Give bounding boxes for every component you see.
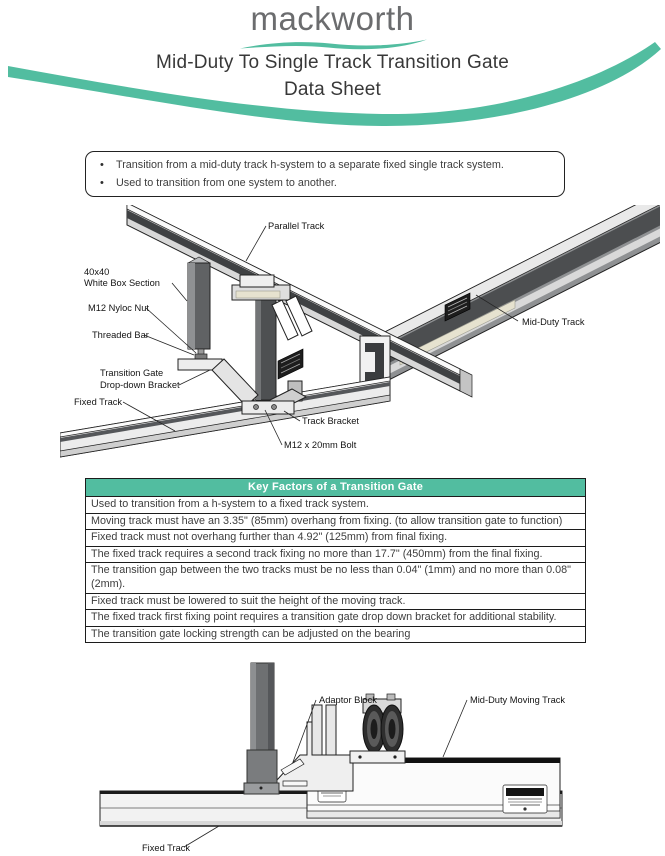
page-title-line2: Data Sheet — [283, 79, 382, 100]
bullet-item — [100, 175, 554, 193]
bullet-text: Used to transition from one system to another. — [116, 176, 337, 189]
table-header: Key Factors of a Transition Gate — [86, 479, 585, 497]
label-track-bracket: Track Bracket — [302, 416, 359, 426]
bullet-icon: • — [100, 159, 104, 171]
label-adaptor-block: Adaptor Block — [319, 695, 377, 705]
label-dropdown-line2: Drop-down Bracket — [100, 380, 180, 390]
label-threaded-bar: Threaded Bar — [92, 330, 149, 340]
label-mid-duty-track: Mid-Duty Track — [522, 317, 585, 327]
box-section-post — [244, 663, 279, 794]
header-swoosh — [0, 36, 665, 136]
page-title-line1: Mid-Duty To Single Track Transition Gate — [156, 52, 509, 73]
table-row: The fixed track first fixing point requires a transition gate drop down bracket for additional stability. — [86, 610, 585, 627]
label-dropdown-line1: Transition Gate — [100, 368, 164, 378]
top-diagram — [60, 205, 660, 465]
bullet-item — [100, 157, 554, 175]
bullet-icon: • — [100, 176, 104, 189]
table-row: Moving track must have an 3.35" (85mm) overhang from fixing. (to allow transition gate to function) — [86, 514, 585, 531]
table-row: Fixed track must not overhang further than 4.92" (125mm) from final fixing. — [86, 530, 585, 547]
bottom-diagram — [60, 655, 665, 856]
label-fixed-track: Fixed Track — [74, 397, 123, 407]
label-moving-track: Mid-Duty Moving Track — [470, 695, 566, 705]
header-swoosh-shape — [8, 42, 661, 126]
dropdown-bracket-graphic — [212, 359, 258, 406]
intro-bullet-box — [85, 151, 565, 197]
label-box-section-line2: White Box Section — [84, 278, 160, 288]
table-row: Used to transition from a h-system to a fixed track system. — [86, 497, 585, 514]
label-parallel-track: Parallel Track — [268, 221, 325, 231]
warning-label-sticker — [503, 785, 547, 813]
label-fixed-track: Fixed Track — [142, 843, 191, 853]
warning-label-sticker — [278, 349, 303, 379]
adaptor-block-graphic — [277, 705, 353, 791]
table-row: The transition gap between the two tracks must be no less than 0.04" (1mm) and no more than 0.08" (2mm). — [86, 563, 585, 593]
bullet-text: Transition from a mid-duty track h-system to a separate fixed single track system. — [116, 159, 504, 171]
table-row: Fixed track must be lowered to suit the height of the moving track. — [86, 594, 585, 611]
label-nyloc-nut: M12 Nyloc Nut — [88, 303, 149, 313]
label-box-section-line1: 40x40 — [84, 267, 110, 277]
key-factors-table — [85, 478, 586, 643]
table-row: The fixed track requires a second track fixing no more than 17.7" (450mm) from the final fixing. — [86, 547, 585, 564]
table-row: The transition gate locking strength can be adjusted on the bearing — [91, 627, 411, 640]
label-bolt: M12 x 20mm Bolt — [284, 440, 357, 450]
brand-logo: mackworth — [250, 0, 415, 37]
